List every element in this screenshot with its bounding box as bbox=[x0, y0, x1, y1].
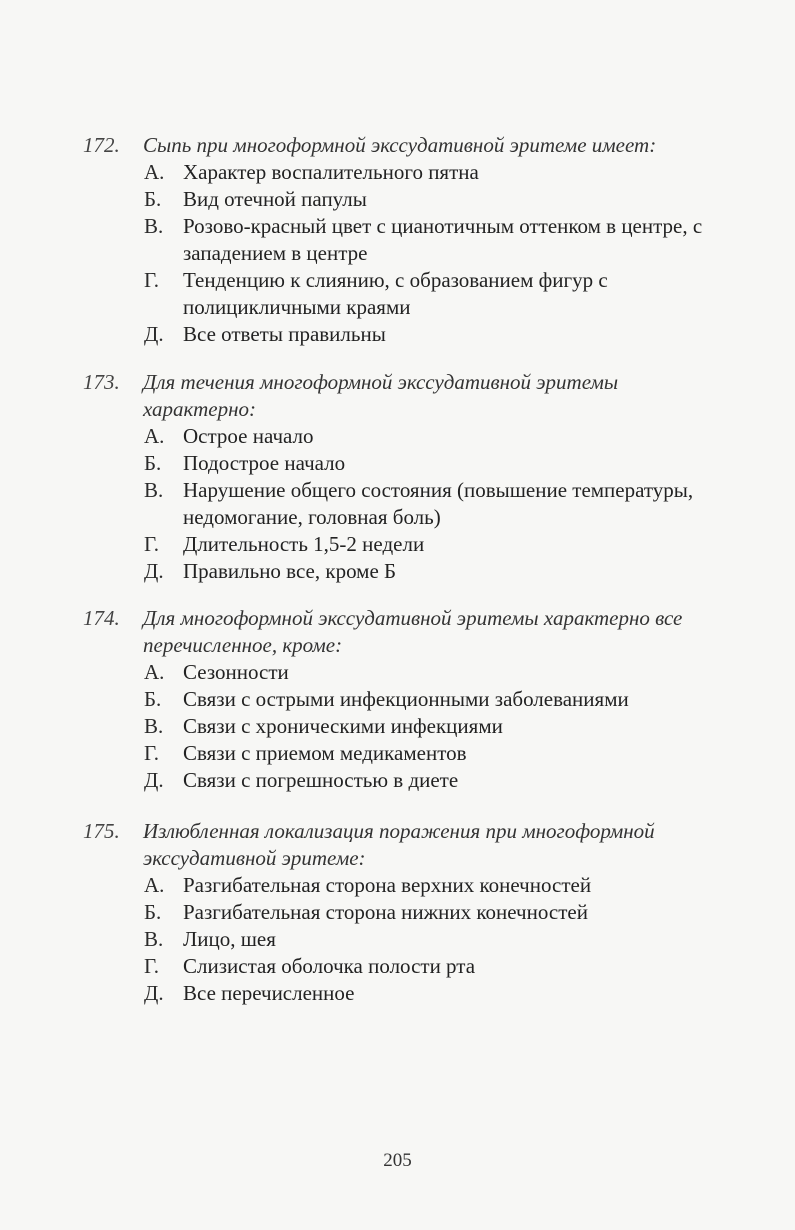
answer-letter: В. bbox=[144, 214, 164, 238]
answer-letter: А. bbox=[144, 424, 165, 448]
answer-text: Нарушение общего состояния (повышение температуры, недомогание, головная боль) bbox=[183, 478, 694, 529]
answer-text: Лицо, шея bbox=[183, 927, 276, 951]
answer-letter: В. bbox=[144, 714, 164, 738]
answer-text: Подострое начало bbox=[183, 451, 346, 475]
question-number: 175. bbox=[83, 819, 120, 843]
question-number: 174. bbox=[83, 606, 120, 630]
answer-letter: А. bbox=[144, 660, 165, 684]
answer-letter: Б. bbox=[144, 451, 162, 475]
answer-text: Тенденцию к слиянию, с образованием фигур с полицикличными краями bbox=[183, 268, 608, 319]
answer-text: Длительность 1,5-2 недели bbox=[183, 532, 425, 556]
answer-text: Правильно все, кроме Б bbox=[183, 559, 397, 583]
page-number: 205 bbox=[383, 1150, 412, 1171]
answer-text: Связи с острыми инфекционными заболеваниями bbox=[183, 687, 629, 711]
question-number: 172. bbox=[83, 133, 120, 157]
question-text: Излюбленная локализация поражения при многоформной экссудативной эритеме: bbox=[143, 819, 655, 870]
question-text: Сыпь при многоформной экссудативной эритеме имеет: bbox=[143, 133, 657, 157]
answer-letter: Г. bbox=[144, 741, 160, 765]
answer-text: Острое начало bbox=[183, 424, 314, 448]
answer-letter: Д. bbox=[144, 322, 164, 346]
answer-text: Разгибательная сторона нижних конечностей bbox=[183, 900, 588, 924]
answer-text: Связи с погрешностью в диете bbox=[183, 768, 459, 792]
answer-letter: А. bbox=[144, 160, 165, 184]
answer-text: Сезонности bbox=[183, 660, 289, 684]
question-text: Для многоформной экссудативной эритемы характерно все перечисленное, кроме: bbox=[143, 606, 683, 657]
question-number: 173. bbox=[83, 370, 120, 394]
answer-text: Разгибательная сторона верхних конечностей bbox=[183, 873, 592, 897]
answer-letter: В. bbox=[144, 927, 164, 951]
answer-text: Связи с хроническими инфекциями bbox=[183, 714, 503, 738]
answer-text: Характер воспалительного пятна bbox=[183, 160, 479, 184]
answer-text: Все перечисленное bbox=[183, 981, 355, 1005]
question-text: Для течения многоформной экссудативной эритемы характерно: bbox=[143, 370, 619, 421]
answer-letter: Б. bbox=[144, 187, 162, 211]
answer-text: Розово-красный цвет с цианотичным оттенком в центре, с западением в центре bbox=[183, 214, 703, 265]
answer-letter: Б. bbox=[144, 900, 162, 924]
answer-letter: Г. bbox=[144, 954, 160, 978]
answer-letter: Г. bbox=[144, 268, 160, 292]
answer-letter: В. bbox=[144, 478, 164, 502]
answer-letter: А. bbox=[144, 873, 165, 897]
answer-letter: Д. bbox=[144, 768, 164, 792]
answer-letter: Б. bbox=[144, 687, 162, 711]
answer-text: Слизистая оболочка полости рта bbox=[183, 954, 476, 978]
answer-text: Вид отечной папулы bbox=[183, 187, 367, 211]
answer-text: Все ответы правильны bbox=[183, 322, 386, 346]
answer-letter: Г. bbox=[144, 532, 160, 556]
answer-text: Связи с приемом медикаментов bbox=[183, 741, 467, 765]
answer-letter: Д. bbox=[144, 981, 164, 1005]
answer-letter: Д. bbox=[144, 559, 164, 583]
